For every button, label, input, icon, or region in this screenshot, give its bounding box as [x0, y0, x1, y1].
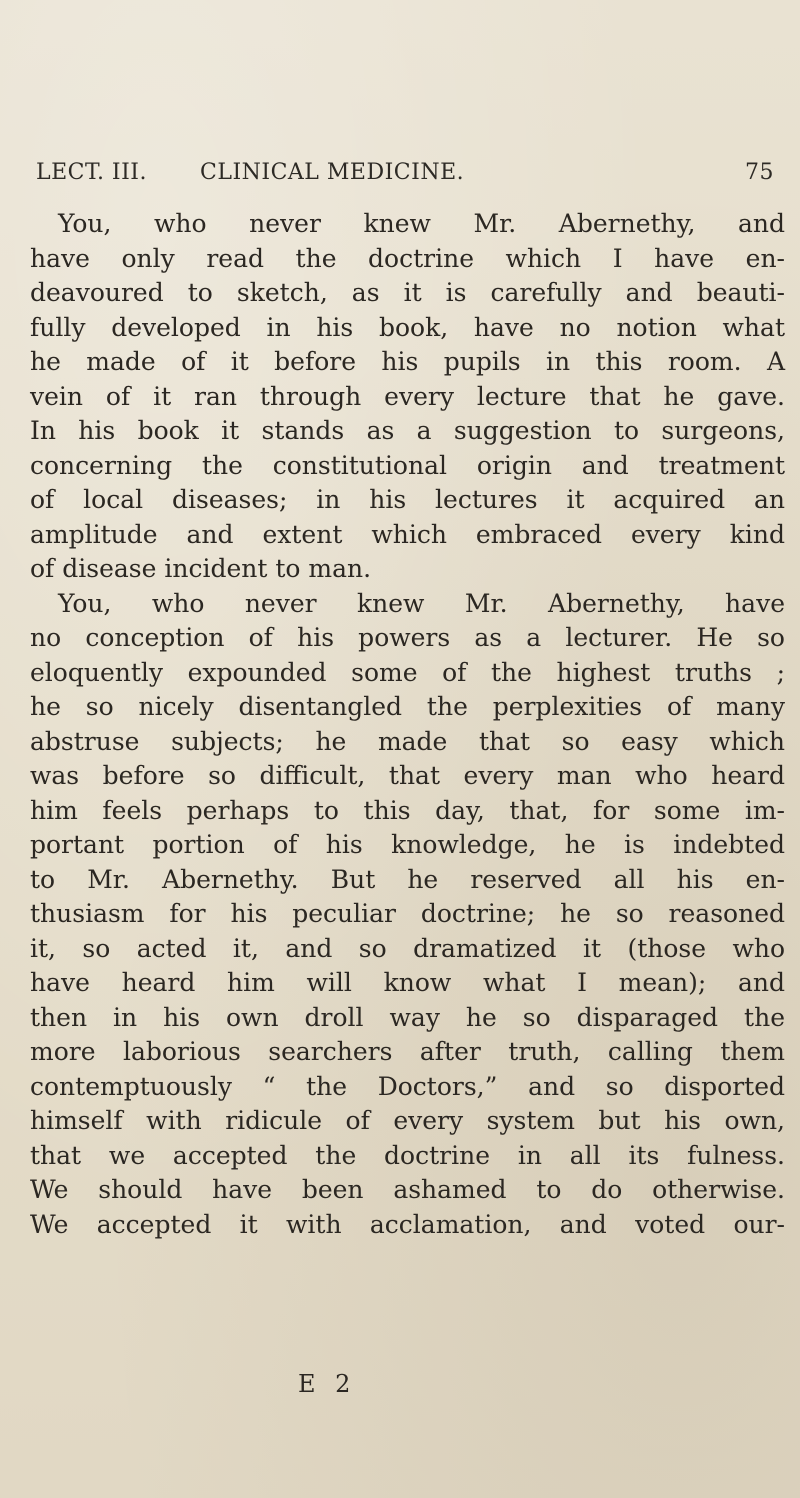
text-line: concerning the constitutional origin and treatment	[30, 450, 785, 480]
text-line: it, so acted it, and so dramatized it (those who	[30, 933, 785, 963]
running-head	[36, 160, 774, 200]
text-line: We accepted it with acclamation, and voted our-	[30, 1209, 785, 1239]
text-line: amplitude and extent which embraced every kind	[30, 519, 785, 549]
text-line: You, who never knew Mr. Abernethy, have	[58, 588, 785, 618]
text-line: eloquently expounded some of the highest truths ;	[30, 657, 785, 687]
text-line: no conception of his powers as a lecturer. He so	[30, 623, 785, 652]
text-line: You, who never knew Mr. Abernethy, and	[58, 209, 785, 238]
text-line: he so nicely disentangled the perplexities of many	[30, 692, 785, 721]
running-title: CLINICAL MEDICINE.	[200, 160, 465, 185]
text-line: contemptuously “ the Doctors,” and so disported	[30, 1071, 785, 1101]
text-line: have heard him will know what I mean); and	[30, 968, 785, 997]
text-line: was before so difficult, that every man who heard	[30, 761, 785, 790]
text-line: of disease incident to man.	[30, 554, 372, 583]
text-line: himself with ridicule of every system but his own,	[30, 1106, 785, 1135]
text-line: thusiasm for his peculiar doctrine; he so reasoned	[30, 899, 785, 928]
signature-mark: E 2	[298, 1370, 357, 1398]
text-line: have only read the doctrine which I have en-	[30, 243, 785, 273]
text-line: more laborious searchers after truth, calling them	[30, 1037, 785, 1066]
text-line: that we accepted the doctrine in all its fulness.	[30, 1140, 785, 1170]
text-line: We should have been ashamed to do otherwise.	[30, 1175, 785, 1204]
text-line: portant portion of his knowledge, he is indebted	[30, 830, 785, 859]
text-line: deavoured to sketch, as it is carefully and beauti-	[30, 278, 785, 307]
text-line: of local diseases; in his lectures it acquired an	[30, 485, 785, 514]
text-line: vein of it ran through every lecture that he gave.	[30, 381, 785, 411]
body-text	[30, 207, 785, 1242]
text-line: to Mr. Abernethy. But he reserved all his en-	[30, 864, 785, 894]
text-line: then in his own droll way he so disparaged the	[30, 1002, 785, 1032]
text-line: In his book it stands as a suggestion to surgeons,	[30, 416, 785, 445]
page-number: 75	[745, 160, 774, 185]
text-line: he made of it before his pupils in this room. A	[30, 347, 785, 376]
text-line: abstruse subjects; he made that so easy which	[30, 726, 785, 756]
lecture-number: LECT. III.	[36, 160, 147, 185]
text-line: him feels perhaps to this day, that, for some im-	[30, 795, 785, 825]
text-line: fully developed in his book, have no notion what	[30, 312, 785, 342]
